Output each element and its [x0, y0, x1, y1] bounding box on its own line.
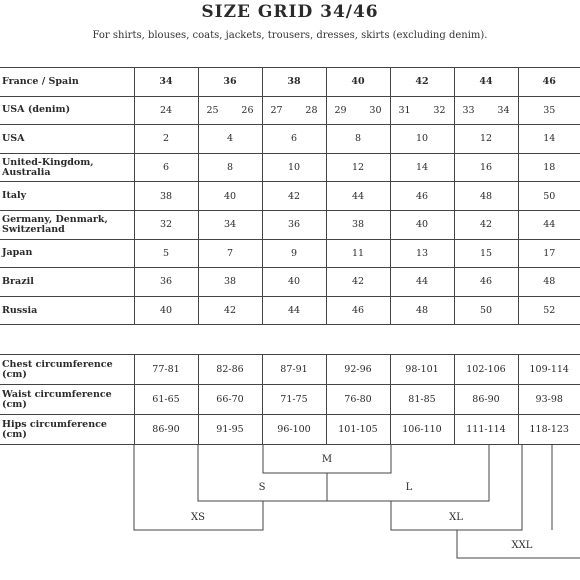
table-cell: 42 — [454, 210, 518, 239]
size-l-label: L — [405, 482, 413, 493]
table-cell: 40 — [134, 296, 198, 325]
table-cell: 11 — [326, 239, 390, 268]
letter-size-brackets — [0, 444, 580, 564]
table-cell: 14 — [390, 153, 454, 182]
table-cell: 35 — [518, 96, 580, 125]
row-label: Waist circumference (cm) — [0, 385, 134, 415]
pair-value: 31 — [398, 104, 411, 116]
table-cell: 86-90 — [454, 385, 518, 415]
table-cell: 6 — [262, 125, 326, 154]
row-label: USA (denim) — [0, 96, 134, 125]
table-cell: 12 — [454, 125, 518, 154]
table-cell — [198, 96, 262, 125]
table-cell: 101-105 — [326, 415, 390, 445]
table-cell: 92-96 — [326, 355, 390, 385]
table-cell: 5 — [134, 239, 198, 268]
table-cell: 2 — [134, 125, 198, 154]
table-cell: 81-85 — [390, 385, 454, 415]
table-cell: 50 — [518, 182, 580, 211]
size-header-cell: 42 — [390, 68, 454, 97]
table-cell: 76-80 — [326, 385, 390, 415]
table-row — [0, 385, 580, 415]
table-row — [0, 96, 580, 125]
pair-value: 27 — [270, 104, 283, 116]
row-label: Russia — [0, 296, 134, 325]
value-pair — [263, 105, 326, 116]
size-m-label: M — [321, 454, 333, 465]
pair-value: 25 — [206, 104, 219, 116]
table-cell: 87-91 — [262, 355, 326, 385]
table-cell: 44 — [262, 296, 326, 325]
table-row — [0, 355, 580, 385]
size-xl-label: XL — [449, 512, 463, 523]
row-label: Brazil — [0, 268, 134, 297]
table-cell: 102-106 — [454, 355, 518, 385]
body-measurements-table — [0, 354, 580, 445]
table-cell: 18 — [518, 153, 580, 182]
table-cell: 96-100 — [262, 415, 326, 445]
row-label: Chest circumference (cm) — [0, 355, 134, 385]
size-header-cell: 38 — [262, 68, 326, 97]
pair-value: 34 — [497, 104, 510, 116]
row-label: France / Spain — [0, 68, 134, 97]
table-cell — [326, 96, 390, 125]
table-row — [0, 210, 580, 239]
size-header-cell: 34 — [134, 68, 198, 97]
row-label: Japan — [0, 239, 134, 268]
table-cell: 7 — [198, 239, 262, 268]
table-cell: 42 — [326, 268, 390, 297]
value-pair — [327, 105, 390, 116]
table-cell: 10 — [390, 125, 454, 154]
page-title: SIZE GRID 34/46 — [201, 2, 379, 22]
size-xxl-label: XXL — [511, 540, 533, 551]
page-subtitle: For shirts, blouses, coats, jackets, trousers, dresses, skirts (excluding denim). — [92, 30, 488, 41]
table-cell: 36 — [134, 268, 198, 297]
row-label: United-Kingdom, Australia — [0, 153, 134, 182]
pair-value: 29 — [334, 104, 347, 116]
row-label: Germany, Denmark, Switzerland — [0, 210, 134, 239]
table-cell: 13 — [390, 239, 454, 268]
table-cell: 40 — [390, 210, 454, 239]
table-cell: 44 — [518, 210, 580, 239]
table-row — [0, 296, 580, 325]
table-cell: 6 — [134, 153, 198, 182]
pair-value: 33 — [462, 104, 475, 116]
table-cell: 46 — [454, 268, 518, 297]
table-cell: 48 — [518, 268, 580, 297]
table-cell: 36 — [262, 210, 326, 239]
table-cell: 93-98 — [518, 385, 580, 415]
table-cell: 42 — [198, 296, 262, 325]
pair-value: 30 — [369, 104, 382, 116]
row-label: Italy — [0, 182, 134, 211]
table-cell: 14 — [518, 125, 580, 154]
table-cell: 82-86 — [198, 355, 262, 385]
size-xs-label: XS — [191, 512, 205, 523]
row-label: USA — [0, 125, 134, 154]
value-pair — [455, 105, 518, 116]
table-cell: 15 — [454, 239, 518, 268]
table-cell: 12 — [326, 153, 390, 182]
pair-value: 26 — [241, 104, 254, 116]
table-cell: 40 — [262, 268, 326, 297]
size-header-cell: 40 — [326, 68, 390, 97]
table-cell: 46 — [390, 182, 454, 211]
table-cell: 48 — [390, 296, 454, 325]
table-row — [0, 239, 580, 268]
table-cell: 52 — [518, 296, 580, 325]
size-header-cell: 46 — [518, 68, 580, 97]
table-cell: 106-110 — [390, 415, 454, 445]
table-row — [0, 415, 580, 445]
pair-value: 32 — [433, 104, 446, 116]
table-cell: 9 — [262, 239, 326, 268]
table-cell: 71-75 — [262, 385, 326, 415]
table-cell: 91-95 — [198, 415, 262, 445]
table-cell: 98-101 — [390, 355, 454, 385]
table-cell: 111-114 — [454, 415, 518, 445]
value-pair — [391, 105, 454, 116]
table-cell: 48 — [454, 182, 518, 211]
table-cell: 8 — [198, 153, 262, 182]
table-cell: 10 — [262, 153, 326, 182]
table-cell: 118-123 — [518, 415, 580, 445]
table-cell: 46 — [326, 296, 390, 325]
table-cell: 61-65 — [134, 385, 198, 415]
table-cell — [454, 96, 518, 125]
size-conversion-table — [0, 67, 580, 325]
table-cell: 8 — [326, 125, 390, 154]
table-cell: 66-70 — [198, 385, 262, 415]
table-cell — [390, 96, 454, 125]
table-cell: 4 — [198, 125, 262, 154]
table-row — [0, 182, 580, 211]
table-cell: 44 — [326, 182, 390, 211]
table-cell — [262, 96, 326, 125]
size-header-cell: 36 — [198, 68, 262, 97]
table-cell: 44 — [390, 268, 454, 297]
row-label: Hips circumference (cm) — [0, 415, 134, 445]
table-cell: 77-81 — [134, 355, 198, 385]
size-header-cell: 44 — [454, 68, 518, 97]
table-cell: 38 — [134, 182, 198, 211]
table-cell: 50 — [454, 296, 518, 325]
value-pair — [199, 105, 262, 116]
table-header-row — [0, 68, 580, 97]
pair-value: 28 — [305, 104, 318, 116]
table-cell: 16 — [454, 153, 518, 182]
table-cell: 38 — [198, 268, 262, 297]
table-cell: 38 — [326, 210, 390, 239]
table-cell: 86-90 — [134, 415, 198, 445]
table-cell: 32 — [134, 210, 198, 239]
table-cell: 34 — [198, 210, 262, 239]
table-cell: 40 — [198, 182, 262, 211]
table-row — [0, 153, 580, 182]
table-cell: 109-114 — [518, 355, 580, 385]
table-cell: 42 — [262, 182, 326, 211]
table-row — [0, 125, 580, 154]
table-cell: 24 — [134, 96, 198, 125]
table-cell: 17 — [518, 239, 580, 268]
table-row — [0, 268, 580, 297]
size-s-label: S — [258, 482, 266, 493]
